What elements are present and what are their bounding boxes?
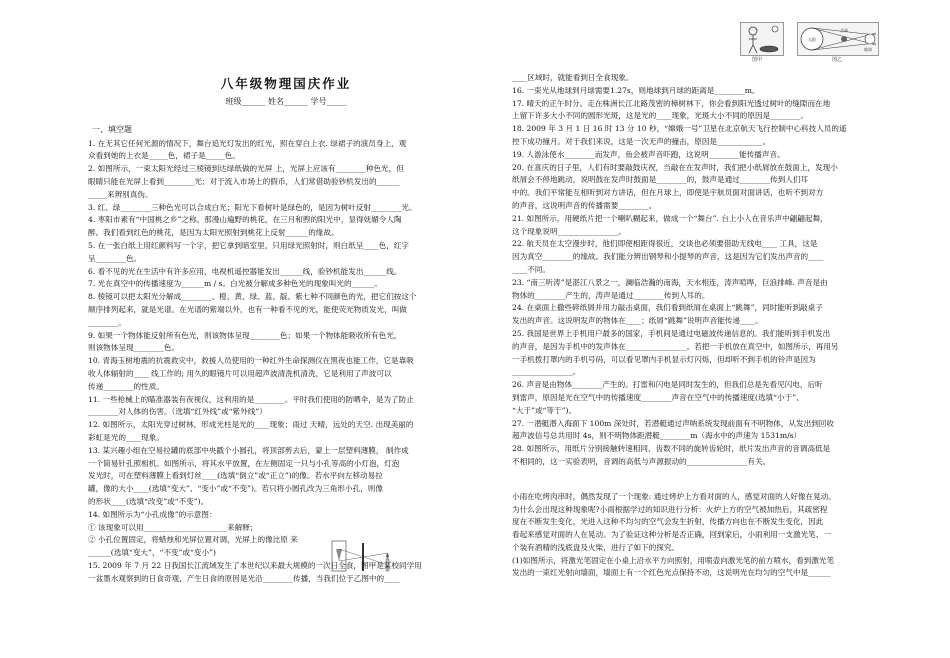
text-line: 23. “南三听涛”是湛江八景之一，澜临浩瀚的南海，天水相连，涛声喧哗，巨浪排峰. 声音是由 [512, 277, 828, 287]
text-line: 27. 一潜艇潜入海面下 100m 深处时，若潜艇通过声呐系统发现前面有不明物体，从发出到回收 [512, 418, 834, 428]
worksheet-title: 八年级物理国庆作业 [220, 76, 352, 91]
student-info-line: 班级______ 姓名______ 学号_____ [225, 97, 347, 106]
text-line: “大于”或“等于”)。 [512, 405, 577, 415]
text-line: 9. 如果一个物体能反射所有色光，则该物体呈现________色；如果一个物体能吸收所有色光， [88, 330, 402, 340]
text-line: 6. 看不见的光在生活中有许多应用，电视机遥控器能发出______线，验钞机能发出______线。 [88, 266, 402, 276]
right-question-list [512, 72, 916, 468]
text-line: 上留下许多大小不同的圆形光斑，这是光的____现象，光斑大小不同的原因是________。 [512, 111, 809, 121]
spacer [512, 469, 916, 491]
experiment-passage [512, 491, 916, 580]
text-line: 超声波信号总共用时 4s，则不明物体距潜艇________m（海水中的声速为 1531m/s） [512, 431, 802, 441]
text-line: 2. 如图所示，一束太阳光经过三棱镜到达绿纸做的光屏 上，光屏上应该有________种色光，但 [88, 164, 404, 174]
text-line: 彩虹是光的____现象。 [88, 432, 164, 442]
text-line: 中的。我们平常能互相听到对方讲话，但在月球上，即使是宇航员面对面讲话，也听不到对方 [512, 188, 824, 198]
text-line: 到雷声，原因是光在空气中的传播速度________声音在空气中的传播速度(选填“小于”、 [512, 392, 804, 402]
text-line: 18. 2009 年 3 月 1 日 16 时 13 分 10 秒，“嫦娥一号”卫星在北京航天飞行控制中心科技人员的遥 [512, 124, 847, 134]
text-line: 为什么会出现这种现象呢?小雨根据学过的知识进行分析：火炉上方的空气被加热后，其疏密程 [512, 504, 828, 514]
solar-eclipse-basin-figure [740, 22, 784, 56]
text-line: 传递________的性质。 [88, 381, 164, 391]
figure-a-caption: 图甲 [752, 57, 763, 63]
text-line: 呈________色。 [88, 253, 142, 263]
text-line: ② 小孔位置固定，将蜡烛和光屏位置对调，光屏上的像比原 来 [88, 535, 298, 545]
text-line: _____来辨别真伪。 [88, 189, 153, 199]
text-line: 11. 一些枪械上的瞄准器装有夜视仪，这利用的是________。平时我们使用的防晒伞，是为了防止 [88, 394, 414, 404]
text-line: 度在不断发生变化，光进入这种不均匀的空气会发生折射，传播方向也在不断发生变化，因此 [512, 517, 824, 527]
text-line: 物体的________产生的，涛声是通过________传到人耳的。 [512, 290, 710, 300]
text-line: ____区域时，就能看到日全食现象。 [512, 73, 634, 82]
text-line: 不相同的，这一实验表明，音调的高低与声源振动的________________有关。 [512, 456, 771, 466]
text-line: 一手机拨打罩内的手机号码，可以看见罩内手机显示灯闪烁，但却听不到手机的铃声是因为 [512, 354, 816, 364]
text-line: 发出的声音。这说明发声的物体在____；纸屑“跳舞”说明声音能传递____。 [512, 316, 763, 326]
text-line: 一个简易针孔照相机。如图所示，将其水平放置，在左侧固定一只与小孔等高的小灯泡，灯泡 [88, 458, 400, 468]
text-line: 24. 在桌面上撒些碎纸屑并用力敲击桌面，我们看到纸屑在桌面上“跳舞”，同时能听到敲桌子 [512, 303, 823, 313]
text-line: 26. 声音是由物体________产生的。打雷和闪电是同时发生的，但我们总是先看见闪电，后听 [512, 380, 823, 390]
text-line: 小雨在吃烤肉串时，偶然发现了一个现象: 通过烤炉上方看对面的人，感觉对面的人好像在晃动。 [512, 491, 836, 501]
text-line: 16. 一束光从地球到月球需要1.27s，则地球到月球的距离是________m。 [512, 85, 760, 95]
text-line: 22. 航天员在太空漫步时，他们即使相距得很近，交谈也必须要借助无线电____ 工具，这是 [512, 239, 818, 249]
text-line: 的声音，这说明声音的传播需要________。 [512, 200, 657, 210]
text-line: 14. 如图所示为“小孔成像”的示意图： [88, 509, 217, 519]
text-line: 25. 我国是世界上手机用户最多的国家，手机间是通过电磁波传递信息的。我们能听到手机发出 [512, 328, 831, 338]
right-column [512, 72, 916, 580]
text-line: 4. 枣阳市素有“中国桃之乡”之称。那漫山遍野的桃花，在三月和煦的阳光中，显得妩媚令人陶 [88, 215, 402, 225]
sun-label: 太阳 [808, 37, 816, 42]
text-line: 5. 在一张白纸上用红颜料写一个字，把它拿到暗室里，只用绿光照射时，则白纸呈____色，红字 [88, 240, 409, 250]
text-line: 20. 在喜庆的日子里，人们有时要敲鼓庆祝，当敲在在发声时，我们把小纸屑放在鼓面上，发现小 [512, 162, 838, 172]
text-line: ________对人体的伤害。（选填“红外线”或“紫外线”） [88, 407, 267, 417]
text-line: 15. 2009 年 7 月 22 日我国长江流域发生了本世纪以来最大规模的一次日全食，图甲是某校同学用 [88, 560, 422, 570]
text-line: 13. 某兴趣小组在空易拉罐的底部中央戳个小圆孔，将顶部剪去后，蒙上一层塑料薄膜， 制作成 [88, 445, 409, 455]
text-line: 19. 人游泳使水________而发声，鱼会被声音吓跑，这说明________能传播声音。 [512, 149, 785, 159]
text-line: ① 该现象可以用______________________来解释； [88, 522, 258, 532]
text-line: 3. 红、绿________三种色光可以合成白光；阳光下看树叶是绿色的，是因为树叶反射________光。 [88, 202, 417, 212]
text-line: 众看到她的上衣是_____色，裙子是_____色。 [88, 151, 240, 161]
text-line: ________。 [88, 317, 126, 327]
text-line: 17. 晴天的正午时分。走在株洲长江北路茂密的樟树林下，你会看到阳光透过树叶的缝隙而在地 [512, 98, 831, 108]
text-line: 眼睛只能在光屏上看到________光；对于流入市场上的假币，人们常借助验钞机发出的______ [88, 176, 400, 186]
text-line: 的形状____(选填“改变”或“不变”)。 [88, 496, 209, 506]
text-line: ______(选填“变大”、“不变”或“变小”) [88, 548, 216, 558]
section-heading: 一、填空题 [92, 125, 132, 135]
text-line: 个装有酒精的浅底盘及火柴，进行了如下的探究。 [512, 542, 680, 552]
left-question-list [88, 138, 484, 585]
eclipse-diagram-icon [798, 23, 878, 55]
person-observing-icon [741, 23, 783, 55]
text-line: 一盆墨水观察到的日食奇观，产生日食的原因是光沿________传播，当我们位于乙图中的____ [88, 573, 400, 583]
text-line: 21. 如图所示，用硬纸片把一个喇叭糊起来，做成一个“舞台”. 台上小人在音乐声中翩翩起舞， [512, 213, 828, 223]
text-line: 醉。我们看到红色的桃花，是因为太阳光照射到桃花上反射______的缘故。 [88, 228, 339, 238]
text-line: 发光时，可在塑料薄膜上看到灯丝____(选填“倒立”或“正立”)的像。若水平向左移动易拉 [88, 471, 383, 481]
text-line: 的声音，是因为手机中的发声体在________________。若把一手机放在真空中，如图所示，再用另 [512, 341, 839, 351]
text-line: 7. 光在真空中的传播速度为______m / s。白光被分解成多种色光的现象叫光的______。 [88, 279, 382, 289]
text-line: 这个现象说明________________。 [512, 226, 626, 236]
left-column [88, 76, 484, 585]
text-line: 因为真空________的缘故。我们能分辨出钢琴和小提琴的声音，这是因为它们发出声音的____ [512, 252, 824, 262]
sun-earth-moon-figure [797, 22, 879, 56]
text-line: ____不同。 [512, 264, 550, 274]
earth-label: 地球 [864, 47, 872, 52]
text-line: (1)如图所示，将激光笔固定在小桌上沿水平方向照射，用喷壶向激光笔的前方喷水，看到激光笔 [512, 555, 835, 565]
text-line: 收人体辐射的____ 线工作的; 用久的眼镜片可以用超声波清洗机清洗，它是利用了声波可以 [88, 368, 392, 378]
text-line: 发出的一束红光射向墙面，墙面上有一个红色光点保持不动，这说明光在均匀的空气中是______ [512, 568, 831, 578]
text-line: 纸屑会不停地跳动，说明鼓在发声时鼓面是________的，鼓声是通过________传到人们耳 [512, 175, 809, 185]
text-line: 顺序排列起来，就是光谱。在光谱的紫端以外，也有一种看不见的光，能使荧光物质发光，叫做 [88, 304, 407, 314]
text-line: ________________。 [512, 367, 581, 377]
text-line: 则该物体呈现________色。 [88, 343, 180, 353]
text-line: 8. 棱镜可以把太阳光分解成________、橙、黄、绿、蓝、靛、紫七种不同颜色的光，把它们按这个 [88, 292, 417, 302]
text-line: 10. 青海玉树地震的抗震救灾中，救援人员使用的一种红外生命探测仪在黑夜也能工作，它是靠吸 [88, 356, 414, 366]
text-line: 1. 在无其它任何光源的情况下，舞台追光灯发出的红光，照在穿白上衣. 绿裙子的演员身上，观 [88, 138, 407, 148]
figure-b-caption: 图乙 [832, 57, 843, 63]
text-line: 看起来感觉对面的人在晃动。为了验证这种分析是否正确，回到家后，小雨利用一支激光笔、一 [512, 530, 831, 540]
moon-label: 月球 [840, 28, 848, 33]
text-line: 28. 如图所示，用纸片分别接触转速相同、齿数不同的旋转齿轮时，纸片发出声音的音调高低是 [512, 444, 831, 454]
text-line: 12. 如图所示，太阳光穿过树林，形成光柱是光的____现象；雨过 天晴，远处的天空. 出现美丽的 [88, 420, 414, 430]
text-line: 控下成功撞月。对于我们来说，这是一次无声的撞击，原因是____________。 [512, 136, 771, 146]
text-line: 罐，像的大小____(选填“变大”、“变小”或“不变”)。若只将小圆孔改为三角形小孔，则像 [88, 484, 383, 494]
